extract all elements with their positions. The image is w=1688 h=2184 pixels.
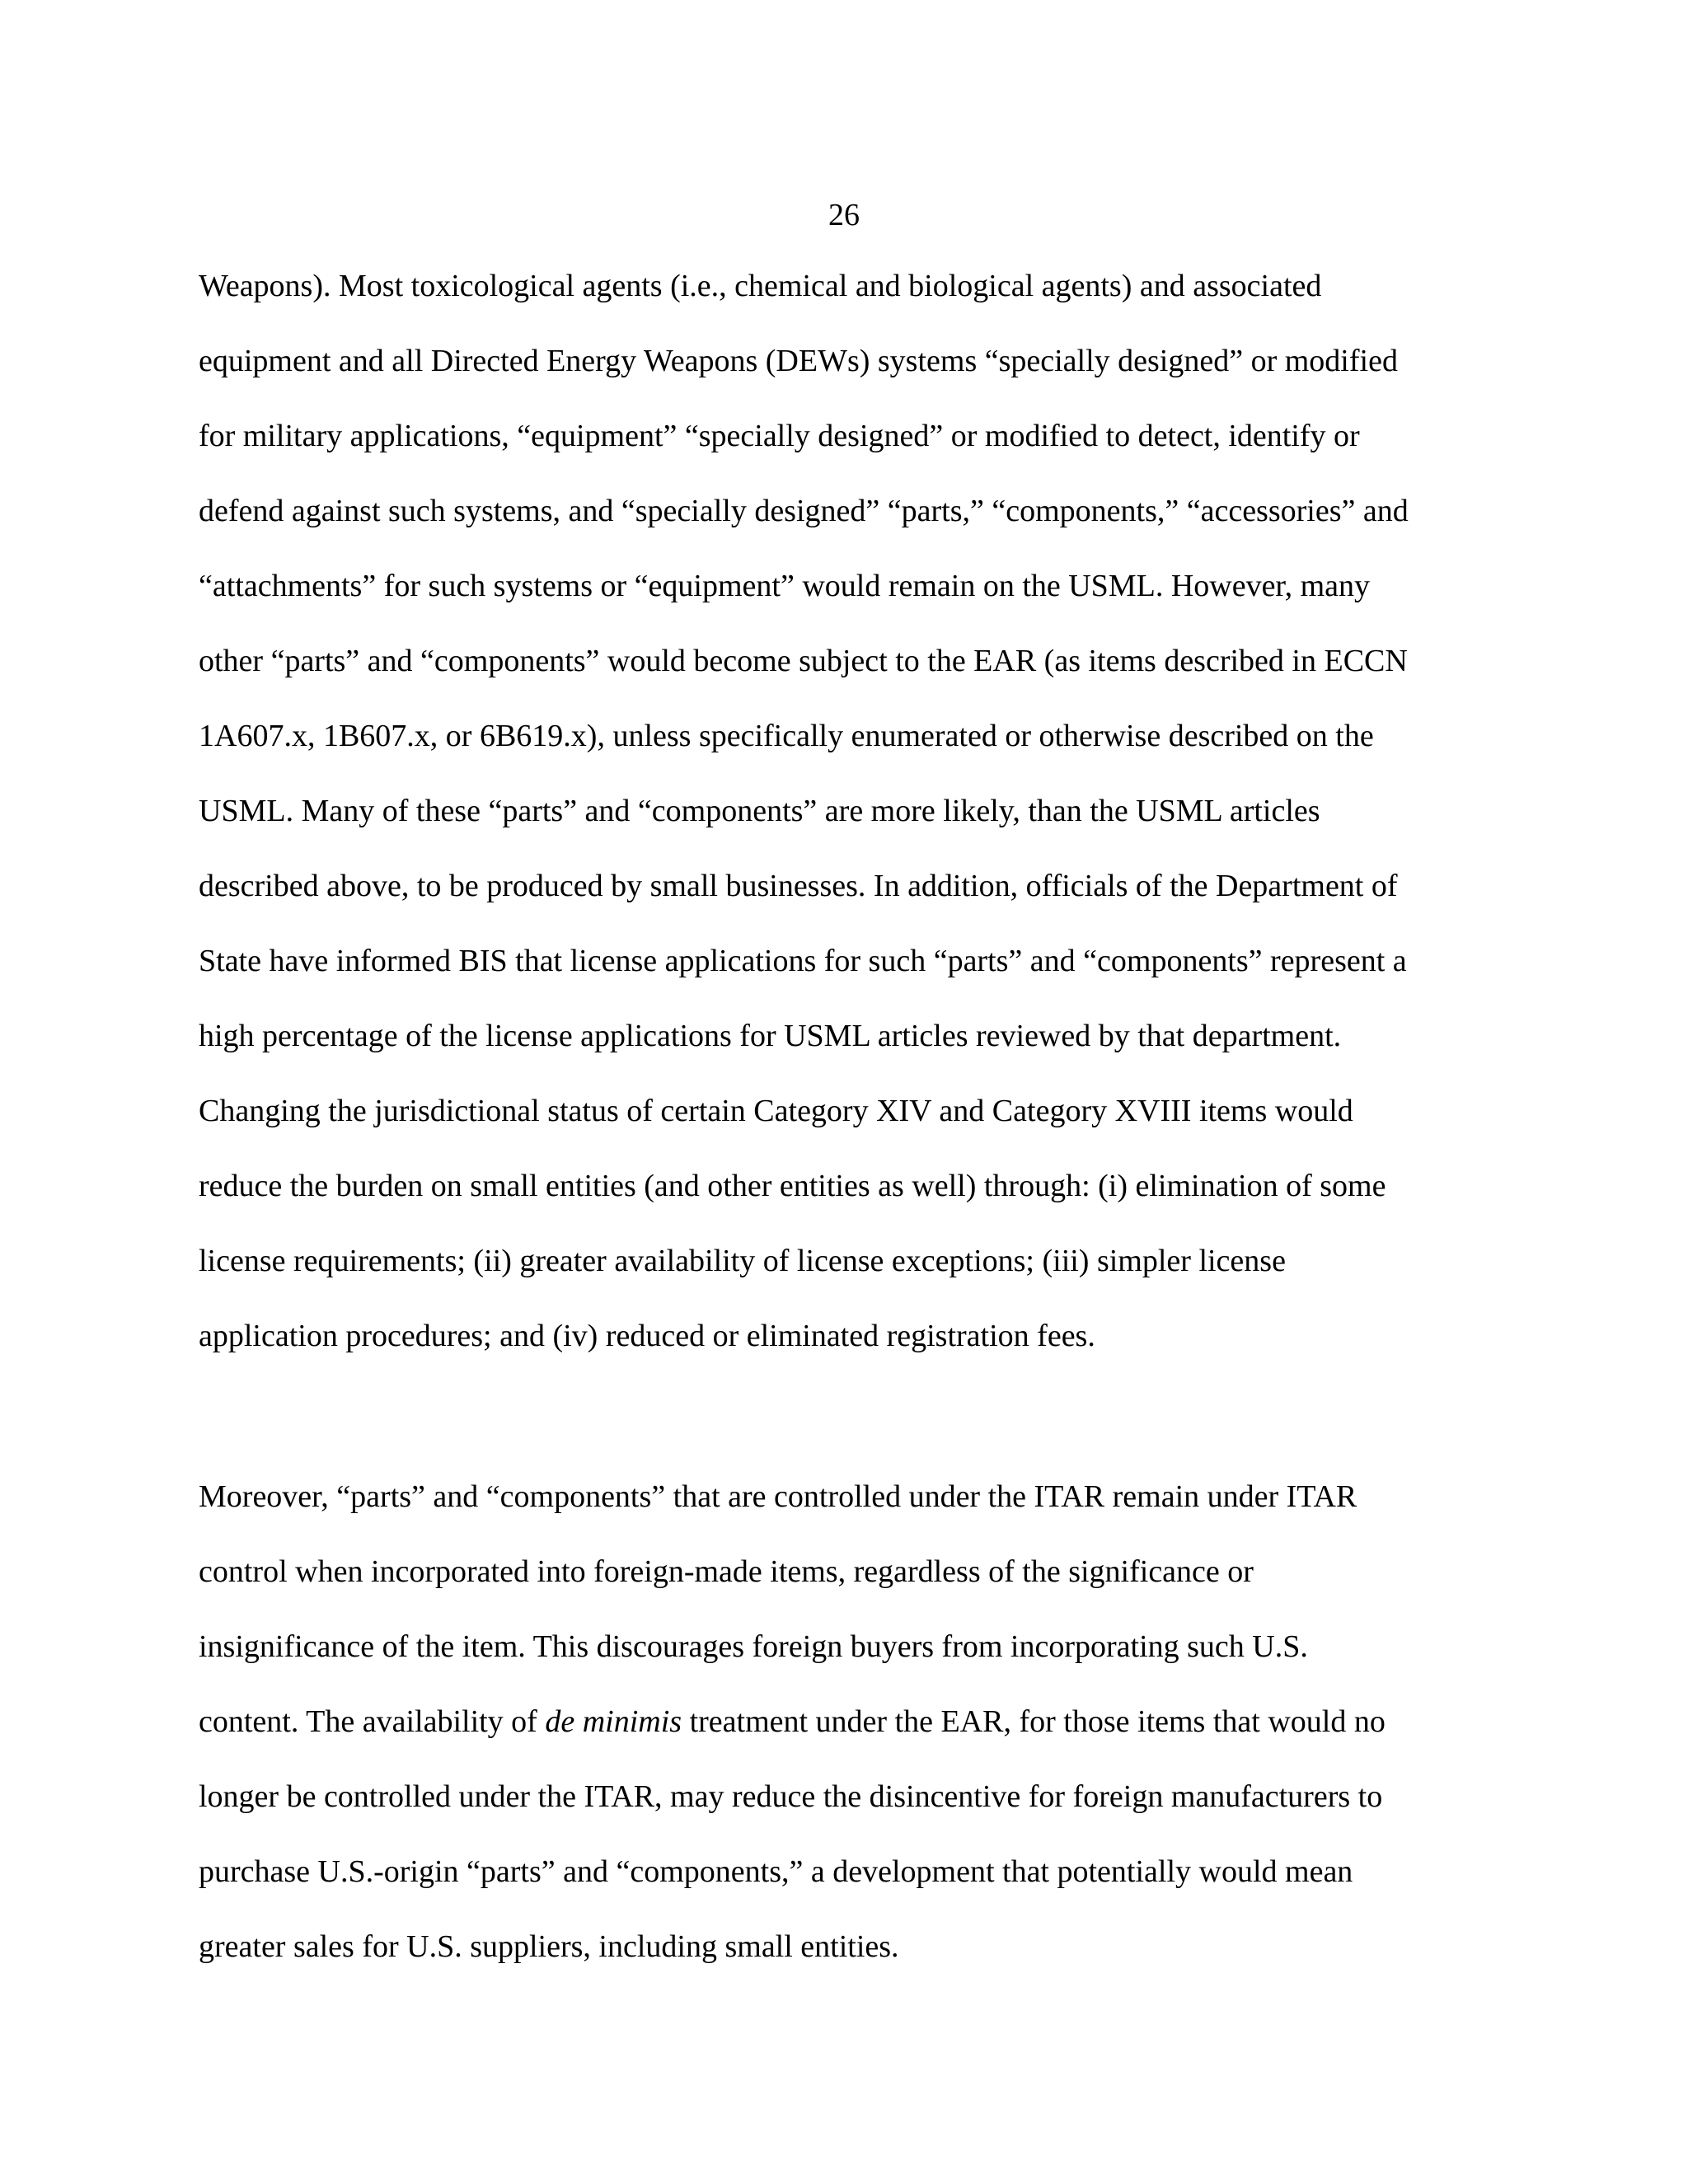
paragraph-line: 1A607.x, 1B607.x, or 6B619.x), unless specifically enumerated or otherwise described on the bbox=[199, 719, 1374, 753]
paragraph-line: USML. Many of these “parts” and “components” are more likely, than the USML articles bbox=[199, 794, 1320, 828]
paragraph-line: insignificance of the item. This discourages foreign buyers from incorporating such U.S. bbox=[199, 1629, 1308, 1664]
paragraph-line: license requirements; (ii) greater availability of license exceptions; (iii) simpler license bbox=[199, 1244, 1286, 1278]
paragraph-line: high percentage of the license applications for USML articles reviewed by that department. bbox=[199, 1019, 1342, 1053]
paragraph-line: Moreover, “parts” and “components” that are controlled under the ITAR remain under ITAR bbox=[199, 1479, 1357, 1514]
paragraph-line: described above, to be produced by small businesses. In addition, officials of the Department of bbox=[199, 869, 1398, 903]
line-text: treatment under the EAR, for those items that would no bbox=[682, 1704, 1386, 1739]
paragraph-line: for military applications, “equipment” “specially designed” or modified to detect, identify or bbox=[199, 419, 1360, 453]
paragraph-line: defend against such systems, and “specially designed” “parts,” “components,” “accessories” and bbox=[199, 494, 1409, 528]
paragraph-line: State have informed BIS that license applications for such “parts” and “components” represent a bbox=[199, 944, 1407, 978]
line-text: content. The availability of bbox=[199, 1704, 546, 1739]
paragraph-line: greater sales for U.S. suppliers, including small entities. bbox=[199, 1929, 899, 1964]
paragraph-line: equipment and all Directed Energy Weapons (DEWs) systems “specially designed” or modified bbox=[199, 344, 1398, 378]
italic-term: de minimis bbox=[545, 1704, 682, 1739]
page-number: 26 bbox=[828, 198, 860, 232]
paragraph-line: control when incorporated into foreign-made items, regardless of the significance or bbox=[199, 1554, 1254, 1589]
paragraph-line: Weapons). Most toxicological agents (i.e., chemical and biological agents) and associated bbox=[199, 269, 1322, 303]
paragraph-line: purchase U.S.-origin “parts” and “components,” a development that potentially would mean bbox=[199, 1854, 1353, 1889]
paragraph-line: reduce the burden on small entities (and other entities as well) through: (i) elimination of some bbox=[199, 1169, 1386, 1203]
paragraph-line: “attachments” for such systems or “equipment” would remain on the USML. However, many bbox=[199, 569, 1370, 603]
paragraph-line bbox=[199, 1701, 1386, 1742]
paragraph-line: longer be controlled under the ITAR, may reduce the disincentive for foreign manufacturers to bbox=[199, 1779, 1383, 1814]
paragraph-line: Changing the jurisdictional status of certain Category XIV and Category XVIII items would bbox=[199, 1094, 1353, 1128]
paragraph-line: other “parts” and “components” would become subject to the EAR (as items described in ECCN bbox=[199, 644, 1408, 678]
paragraph-line: application procedures; and (iv) reduced or eliminated registration fees. bbox=[199, 1319, 1095, 1353]
